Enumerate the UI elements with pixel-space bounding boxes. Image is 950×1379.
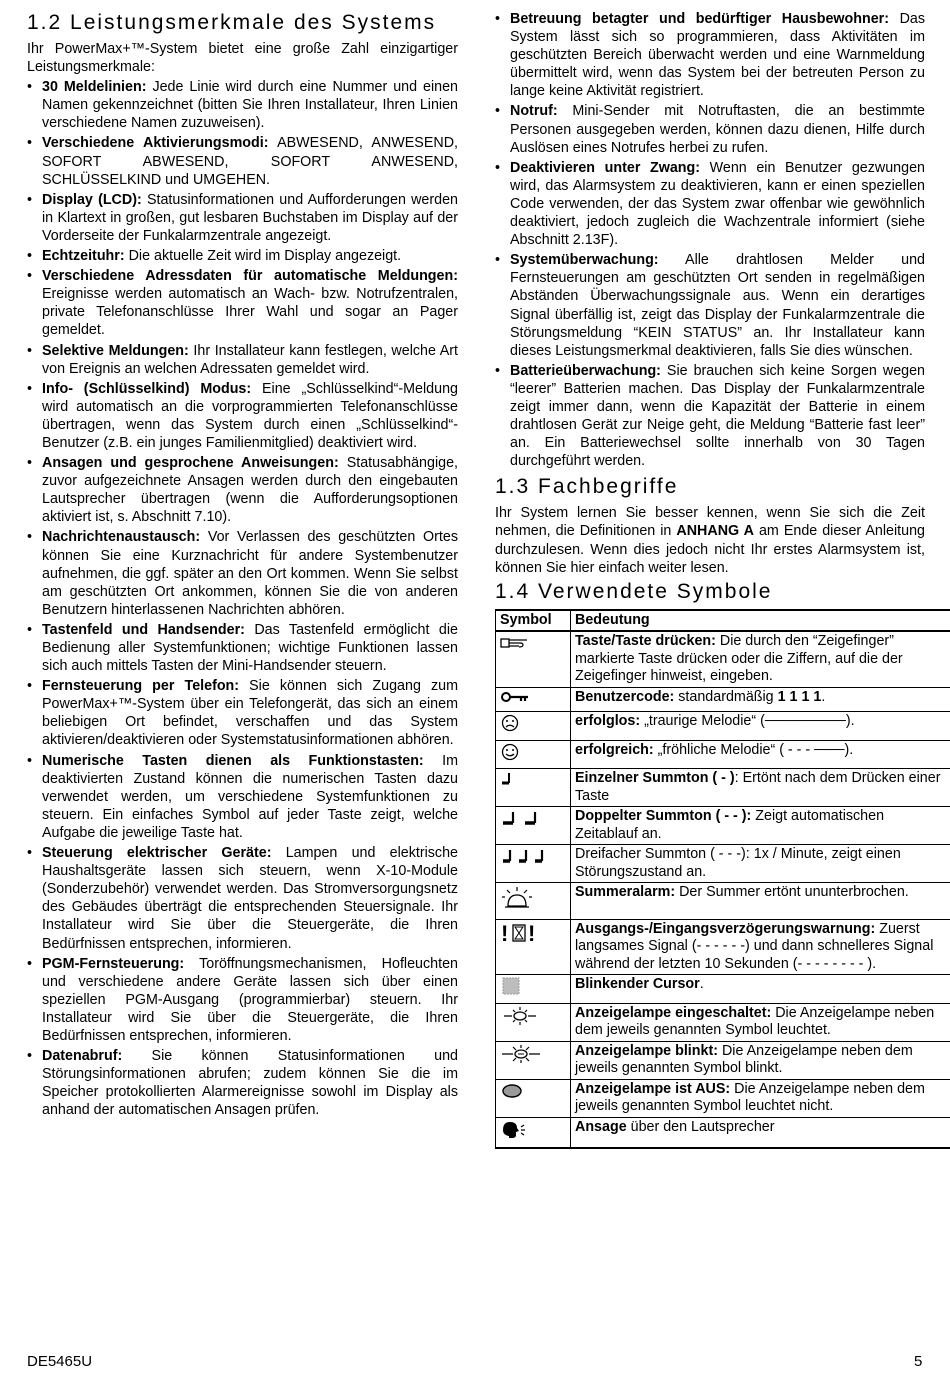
feature-list-left	[27, 78, 458, 1119]
list-item	[27, 955, 458, 1045]
symbol-desc: standardmäßig	[674, 688, 778, 705]
feature-text: Die aktuelle Zeit wird im Display angezeigt.	[124, 248, 402, 265]
table-row	[496, 845, 950, 883]
feature-list-right	[495, 10, 925, 470]
symbol-desc: Dreifacher Summton ( - - -): 1x / Minute, zeigt einen Störungszustand an.	[575, 846, 901, 880]
intro-paragraph: Ihr PowerMax+™-System bietet eine große Zahl einzigartiger Leistungsmerkmale:	[27, 41, 458, 76]
symbol-term: Summeralarm:	[575, 884, 676, 901]
table-row	[496, 740, 950, 769]
feature-term: Batterieüberwachung:	[510, 362, 661, 379]
section-heading-1-3: 1.3 Fachbegriffe	[495, 475, 679, 499]
table-row	[496, 1117, 950, 1148]
feature-term: Info- (Schlüsselkind) Modus:	[42, 380, 252, 397]
feature-term: Echtzeituhr:	[42, 248, 125, 265]
list-item	[27, 380, 458, 452]
feature-text: Ihr Installateur kann festlegen, welche Art von Ereignis an welchen Adressaten gemeldet wird.	[42, 342, 458, 377]
hourglass-warning-icon	[500, 922, 540, 944]
speaker-voice-icon	[500, 1120, 530, 1140]
symbol-desc: Zeigt automatischen Zeitablauf an.	[575, 808, 885, 842]
symbol-desc: : Ertönt nach dem Drücken einer Taste	[575, 770, 941, 804]
symbol-term: Doppelter Summton ( - - ):	[575, 808, 752, 825]
feature-text: Wenn ein Benutzer gezwungen wird, das Alarmsystem zu deaktivieren, kann er einen speziellen Code verwenden, der das System zwar offenbar wie gewöhnlich deaktiviert, jedoch zugleich die Wachzentrale informiert (siehe Abschnitt 2.13F).	[510, 159, 925, 249]
default-code: 1 1 1 1	[777, 688, 822, 705]
section-heading-1-4: 1.4 Verwendete Symbole	[495, 579, 773, 603]
table-row	[496, 1003, 950, 1041]
feature-text: ABWESEND, ANWESEND, SOFORT ABWESEND, SOFORT ANWESEND, SCHLÜSSELKIND und UMGEHEN.	[42, 135, 458, 188]
list-item	[27, 191, 458, 245]
feature-term: PGM-Fernsteuerung:	[42, 955, 185, 972]
feature-text: Das System lässt sich so programmieren, dass Aktivitäten im geschützten Bereich überwacht werden und eine Warnmeldung übermittelt wird, wenn das System bei der betreuten Person zu lange keine Aktivität registriert.	[510, 11, 925, 100]
symbol-term: erfolgreich:	[575, 741, 654, 758]
happy-face-icon	[500, 743, 520, 761]
list-item	[27, 752, 458, 842]
feature-term: 30 Meldelinien:	[42, 79, 147, 96]
table-row	[496, 1041, 950, 1079]
feature-text: Sie können Statusinformationen und Störungsinformationen abrufen; zudem können Sie die im Speicher protokollierten Alarmereignisse sowohl im Display als anhand der automatischen Ansagen prüfen.	[42, 1048, 458, 1119]
list-item	[27, 267, 458, 339]
symbol-desc: „fröhliche Melodie“ ( - - - ───).	[653, 741, 854, 758]
list-item	[27, 677, 458, 749]
table-row	[496, 712, 950, 741]
symbol-term: Taste/Taste drücken:	[575, 633, 716, 650]
feature-term: Selektive Meldungen:	[42, 342, 189, 359]
table-row	[496, 631, 950, 687]
feature-text: Lampen und elektrische Haushaltsgeräte lassen sich steuern, wenn X-10-Module (Sonderzubehör) verwendet werden. Das Stromversorgungsnetz des Gebäudes überträgt die entsprechenden Steuersignale. Ihr Installateur wird Sie über die Steuergeräte, die Ihren Bedürfnissen entsprechen, informieren.	[42, 845, 458, 952]
feature-text: Toröffnungsmechanismen, Hofleuchten und verschiedene andere Geräte lassen sich über einen speziellen PGM-Ausgang (programmierbar) steuern. Ihr Installateur wird Sie über die Steuergeräte, die Ihren Bedürfnissen entsprechen, informieren.	[42, 955, 458, 1044]
glossary-text-1: Ihr System lernen Sie besser kennen, wenn Sie sich die Zeit nehmen, die Definitionen in	[495, 505, 925, 540]
pointing-finger-icon	[500, 634, 530, 650]
list-item	[495, 10, 925, 100]
symbol-term: Blinkender Cursor	[575, 976, 700, 993]
list-item	[495, 251, 925, 360]
page-number: 5	[914, 1353, 923, 1370]
feature-term: Steuerung elektrischer Geräte:	[42, 845, 272, 862]
feature-text: Ereignisse werden automatisch an Wach- bzw. Notrufzentralen, private Telefonanschlüsse Ihrer Wahl und sogar an Pager gemeldet.	[42, 286, 458, 339]
table-row	[496, 807, 950, 845]
symbol-term: Benutzercode:	[575, 688, 675, 705]
symbol-term: Ausgangs-/Eingangsverzögerungswarnung:	[575, 920, 876, 937]
symbol-term: Anzeigelampe ist AUS:	[575, 1080, 731, 1097]
symbol-term: Anzeigelampe eingeschaltet:	[575, 1004, 772, 1021]
list-item	[27, 454, 458, 526]
feature-term: Datenabruf:	[42, 1048, 123, 1065]
list-item	[495, 159, 925, 249]
feature-term: Ansagen und gesprochene Anweisungen:	[42, 455, 339, 472]
svg-text:!: !	[528, 921, 536, 944]
table-row	[496, 687, 950, 712]
symbol-term: Einzelner Summton ( - )	[575, 770, 735, 787]
left-column	[27, 10, 458, 1121]
document-id: DE5465U	[27, 1353, 93, 1370]
section-heading-1-2: 1.2 Leistungsmerkmale des Systems	[27, 11, 437, 34]
list-item	[27, 621, 458, 675]
table-row	[496, 975, 950, 1004]
feature-text: Eine „Schlüsselkind“-Meldung wird automatisch an die vorprogrammierten Telefonanschlüsse übertragen, wenn das System durch einen „Schlüsselkind“-Benutzer (z.B. ein junges Familienmitglied) deaktiviert wird.	[42, 380, 458, 451]
feature-term: Display (LCD):	[42, 191, 142, 208]
key-icon	[500, 690, 530, 704]
feature-text: Sie brauchen sich keine Sorgen wegen “leerer” Batterien machen. Das Display der Funkalarmzentrale zeigt immer dann, wenn die Kapazität der Batterie in einem drahtlosen Gerät zur Neige geht, die Meldung “Batterie fast leer” an. Ein Batteriewechsel sollte innerhalb von 30 Tagen durchgeführt werden.	[510, 362, 925, 470]
feature-text: Das Tastenfeld ermöglicht die Bedienung aller Systemfunktionen; wichtige Funktionen lassen sich auch mittels Tasten der Mini-Handsender steuern.	[42, 621, 458, 675]
feature-term: Notruf:	[510, 103, 558, 120]
feature-text: Im deaktivierten Zustand können die numerischen Tasten dazu verwendet werden, um verschiedene Systemfunktionen zu steuern. Ein einfaches Symbol auf jeder Taste zeigt, welche Aufgabe die jeweilige Taste hat.	[42, 752, 458, 841]
single-note-icon	[500, 771, 518, 789]
feature-term: Tastenfeld und Handsender:	[42, 621, 245, 638]
table-row	[496, 1079, 950, 1117]
feature-term: Nachrichtenaustausch:	[42, 529, 201, 546]
table-header-row	[496, 610, 950, 632]
table-row	[496, 919, 950, 975]
feature-term: Betreuung betagter und bedürftiger Hausbewohner:	[510, 11, 890, 27]
feature-term: Verschiedene Aktivierungsmodi:	[42, 135, 269, 152]
feature-term: Systemüberwachung:	[510, 252, 659, 269]
feature-text: Sie können sich Zugang zum PowerMax+™-System über ein Telefongerät, das sich an einem beliebigen Ort befindet, verschaffen und das System aktivieren/deaktivieren oder Systemstatusinformationen abhören.	[42, 678, 458, 749]
glossary-paragraph	[495, 504, 925, 576]
feature-text: Alle drahtlosen Melder und Fernsteuerungen am geschützten Ort senden in regelmäßigen Abständen Überwachungssignale aus. Wenn ein derartiges Signal überfällig ist, zeigt das Display der Funkalarmzentrale die Störungsmeldung “KEIN STATUS” an. Ihr Installateur kann dieses Leistungsmerkmal deaktivieren, falls Sie dies wünschen.	[510, 252, 925, 359]
feature-text: Jede Linie wird durch eine Nummer und einen Namen gekennzeichnet (bitten Sie Ihren Installateur, Ihren Linien verschiedene Namen zuzuweisen).	[42, 79, 458, 132]
lamp-blinking-icon	[500, 1044, 542, 1064]
list-item	[495, 102, 925, 156]
list-item	[27, 528, 458, 618]
siren-icon	[500, 885, 534, 911]
symbol-desc: „traurige Melodie“ (────────).	[640, 713, 855, 730]
list-item	[27, 1047, 458, 1119]
symbol-desc: Die Anzeigelampe neben dem jeweils genannten Symbol leuchtet.	[575, 1004, 935, 1039]
lamp-off-icon	[500, 1082, 530, 1100]
triple-note-icon	[500, 847, 550, 865]
table-row	[496, 769, 950, 807]
symbol-desc: .	[699, 976, 704, 993]
feature-term: Fernsteuerung per Telefon:	[42, 678, 240, 695]
feature-text: Vor Verlassen des geschützten Ortes können Sie eine Kurznachricht für andere Systembenutzer aufnehmen, die ggf. später an den Ort kommen. Wenn Sie selbst am geschützten Ort ankommen, können Sie die von anderen Benutzern hinterlassenen Nachrichten abhören.	[42, 529, 458, 618]
column-header-symbol: Symbol	[496, 610, 571, 632]
right-column	[495, 10, 941, 1149]
list-item	[27, 247, 458, 265]
symbol-term: erfolglos:	[575, 713, 641, 730]
feature-text: Mini-Sender mit Notruftasten, die an bestimmte Personen ausgegeben werden, können dazu dienen, Hilfe durch Auslösen eines Notrufes herbei zu rufen.	[510, 103, 925, 156]
column-header-meaning: Bedeutung	[571, 610, 950, 632]
symbol-desc: Die Anzeigelampe neben dem jeweils genannten Symbol blinkt.	[575, 1042, 913, 1077]
svg-text:!: !	[501, 921, 509, 944]
blinking-cursor-icon	[500, 977, 522, 995]
symbol-desc: über den Lautsprecher	[626, 1118, 775, 1135]
feature-term: Numerische Tasten dienen als Funktionstasten:	[42, 752, 424, 769]
feature-text: Statusinformationen und Aufforderungen werden in Klartext in großen, gut lesbaren Buchstaben im Display auf der Vorderseite der Funkalarmzentrale angezeigt.	[42, 191, 458, 244]
lamp-on-icon	[500, 1006, 540, 1026]
list-item	[495, 362, 925, 471]
symbol-desc: Der Summer ertönt ununterbrochen.	[675, 884, 909, 901]
feature-term: Deaktivieren unter Zwang:	[510, 159, 701, 176]
appendix-reference: ANHANG A	[676, 523, 754, 540]
list-item	[27, 342, 458, 378]
sad-face-icon	[500, 714, 520, 732]
double-note-icon	[500, 809, 546, 827]
symbol-desc: Die Anzeigelampe neben dem jeweils genannten Symbol leuchtet nicht.	[575, 1080, 925, 1115]
symbol-desc: Zuerst langsames Signal (- - - - - -) und dann schnelleres Signal während der letzten 10 Sekunden (- - - - - - - - ).	[575, 920, 934, 972]
feature-term: Verschiedene Adressdaten für automatische Meldungen:	[42, 268, 458, 285]
glossary-text-2: am Ende dieser Anleitung durchzulesen. Wenn dies jedoch nicht Ihr erstes Alarmsystem ist, können Sie hier einfach weiter lesen.	[495, 523, 926, 576]
symbol-desc-end: .	[821, 688, 826, 705]
symbol-table	[495, 609, 950, 1150]
feature-text: Statusabhängige, zuvor aufgezeichnete Ansagen werden durch den eingebauten Lautsprecher übertragen (wenn die Aufforderungsoptionen aktiviert ist, s. Abschnitt 7.10).	[42, 455, 458, 526]
table-row	[496, 883, 950, 920]
list-item	[27, 844, 458, 953]
symbol-term: Ansage	[575, 1118, 627, 1135]
symbol-desc: Die durch den “Zeigefinger” markierte Taste drücken oder die Ziffern, auf die der Zeigefinger hinweist, eingeben.	[575, 633, 903, 685]
symbol-term: Anzeigelampe blinkt:	[575, 1042, 718, 1059]
list-item	[27, 134, 458, 188]
list-item	[27, 78, 458, 132]
